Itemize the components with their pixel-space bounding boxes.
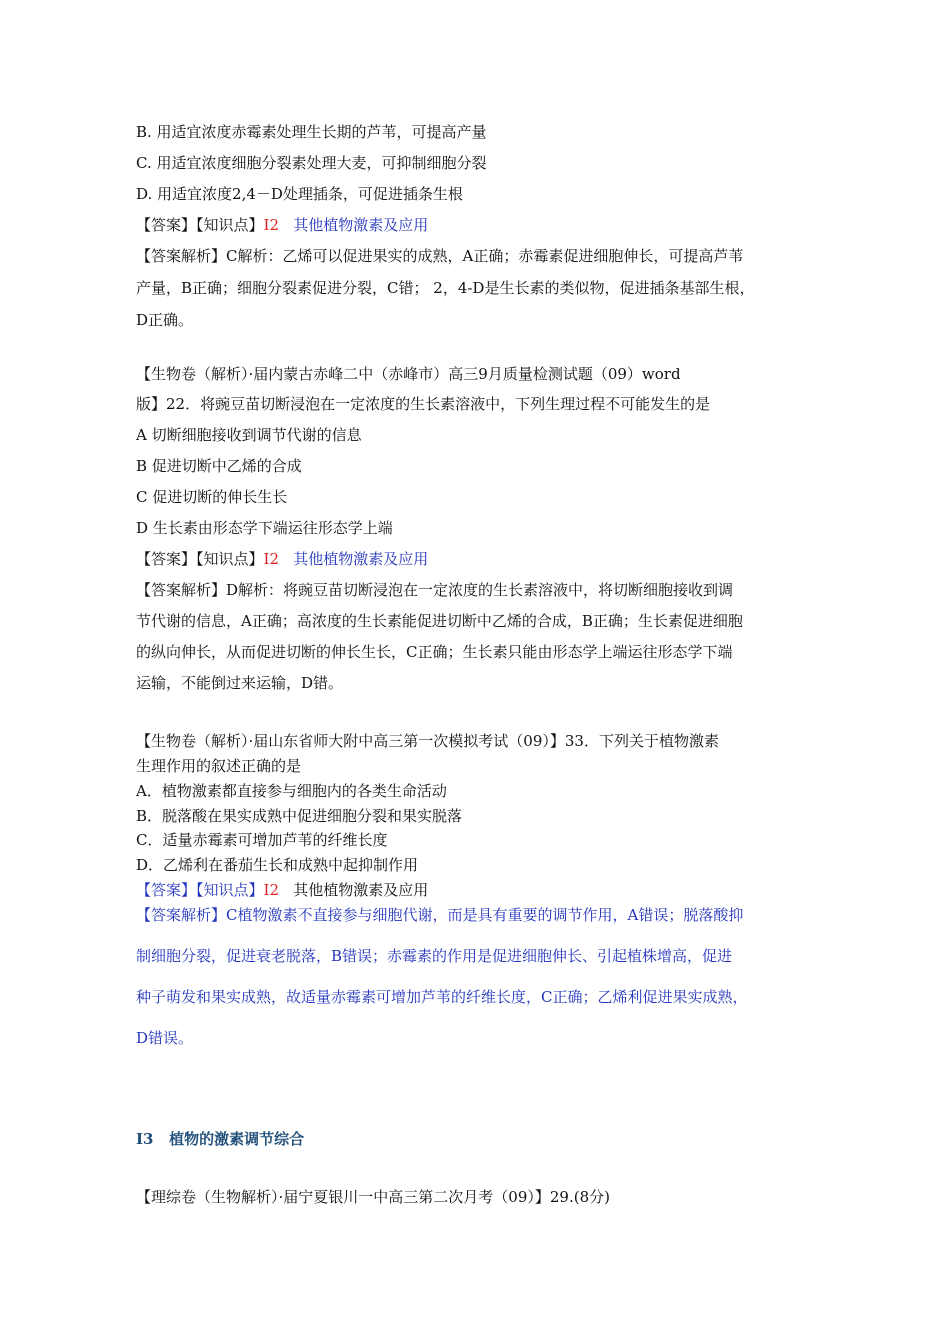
knowledge-point-code: I2 <box>263 881 279 899</box>
knowledge-point-code: I2 <box>263 550 279 568</box>
q2-source-line-1: 【生物卷（解析）·届内蒙古赤峰二中（赤峰市）高三9月质量检测试题（09）word <box>136 365 681 383</box>
q4-source-line: 【理综卷（生物解析）·届宁夏银川一中高三第二次月考（09）】29.(8分) <box>136 1188 610 1206</box>
q1-analysis-line-3: D正确。 <box>136 311 194 329</box>
analysis-text: C解析：乙烯可以促进果实的成熟，A正确；赤霉素促进细胞伸长，可提高芦苇 <box>226 247 744 265</box>
section-code: I3 <box>136 1130 154 1148</box>
q3-option-a: A．植物激素都直接参与细胞内的各类生命活动 <box>136 782 447 800</box>
knowledge-point-name: 其他植物激素及应用 <box>293 216 429 234</box>
q2-analysis-line-2: 节代谢的信息，A正确；高浓度的生长素能促进切断中乙烯的合成，B正确；生长素促进细胞 <box>136 612 743 630</box>
q1-option-c: C. 用适宜浓度细胞分裂素处理大麦，可抑制细胞分裂 <box>136 154 487 172</box>
knowledge-point-name: 其他植物激素及应用 <box>293 881 429 899</box>
section-heading <box>136 1129 304 1149</box>
q3-option-d: D．乙烯利在番茄生长和成熟中起抑制作用 <box>136 856 419 874</box>
analysis-tag: 【答案解析】 <box>136 906 227 924</box>
q1-answer-line <box>136 215 428 235</box>
q2-option-c: C 促进切断的伸长生长 <box>136 488 288 506</box>
analysis-tag: 【答案解析】 <box>136 581 227 599</box>
q2-answer-line <box>136 549 428 569</box>
q2-analysis-line-1 <box>136 580 733 600</box>
section-title: 植物的激素调节综合 <box>169 1130 305 1148</box>
q3-source-line-2: 生理作用的叙述正确的是 <box>136 757 302 775</box>
answer-tag: 【答案】【知识点】 <box>136 881 264 899</box>
q3-option-b: B．脱落酸在果实成熟中促进细胞分裂和果实脱落 <box>136 807 463 825</box>
knowledge-point-code: I2 <box>263 216 279 234</box>
q3-analysis-line-2: 制细胞分裂，促进衰老脱落，B错误；赤霉素的作用是促进细胞伸长、引起植株增高，促进 <box>136 947 733 965</box>
analysis-text: C植物激素不直接参与细胞代谢，而是具有重要的调节作用，A错误；脱落酸抑 <box>226 906 744 924</box>
analysis-tag: 【答案解析】 <box>136 247 227 265</box>
q2-option-d: D 生长素由形态学下端运往形态学上端 <box>136 519 393 537</box>
answer-tag: 【答案】【知识点】 <box>136 550 264 568</box>
q3-analysis-line-3: 种子萌发和果实成熟，故适量赤霉素可增加芦苇的纤维长度，C正确；乙烯利促进果实成熟， <box>136 988 748 1006</box>
q2-analysis-line-3: 的纵向伸长，从而促进切断的伸长生长，C正确；生长素只能由形态学上端运往形态学下端 <box>136 643 733 661</box>
q1-analysis-line-1 <box>136 246 743 266</box>
q2-option-a: A 切断细胞接收到调节代谢的信息 <box>136 426 362 444</box>
q1-option-d: D. 用适宜浓度2,4－D处理插条，可促进插条生根 <box>136 185 463 203</box>
q3-answer-line <box>136 880 428 900</box>
q1-option-b: B. 用适宜浓度赤霉素处理生长期的芦苇，可提高产量 <box>136 123 487 141</box>
q3-analysis-line-4: D错误。 <box>136 1029 194 1047</box>
q2-source-line-2: 版】22．将豌豆苗切断浸泡在一定浓度的生长素溶液中，下列生理过程不可能发生的是 <box>136 395 711 413</box>
q3-source-line-1: 【生物卷（解析）·届山东省师大附中高三第一次模拟考试（09）】33．下列关于植物激素 <box>136 732 719 750</box>
q3-option-c: C．适量赤霉素可增加芦苇的纤维长度 <box>136 831 388 849</box>
analysis-text: D解析：将豌豆苗切断浸泡在一定浓度的生长素溶液中，将切断细胞接收到调 <box>226 581 734 599</box>
q2-analysis-line-4: 运输，不能倒过来运输，D错。 <box>136 674 344 692</box>
q3-analysis-line-1 <box>136 905 743 925</box>
answer-tag: 【答案】【知识点】 <box>136 216 264 234</box>
knowledge-point-name: 其他植物激素及应用 <box>293 550 429 568</box>
q1-analysis-line-2: 产量，B正确；细胞分裂素促进分裂，C错； 2，4-D是生长素的类似物，促进插条基部生根， <box>136 279 755 297</box>
q2-option-b: B 促进切断中乙烯的合成 <box>136 457 302 475</box>
